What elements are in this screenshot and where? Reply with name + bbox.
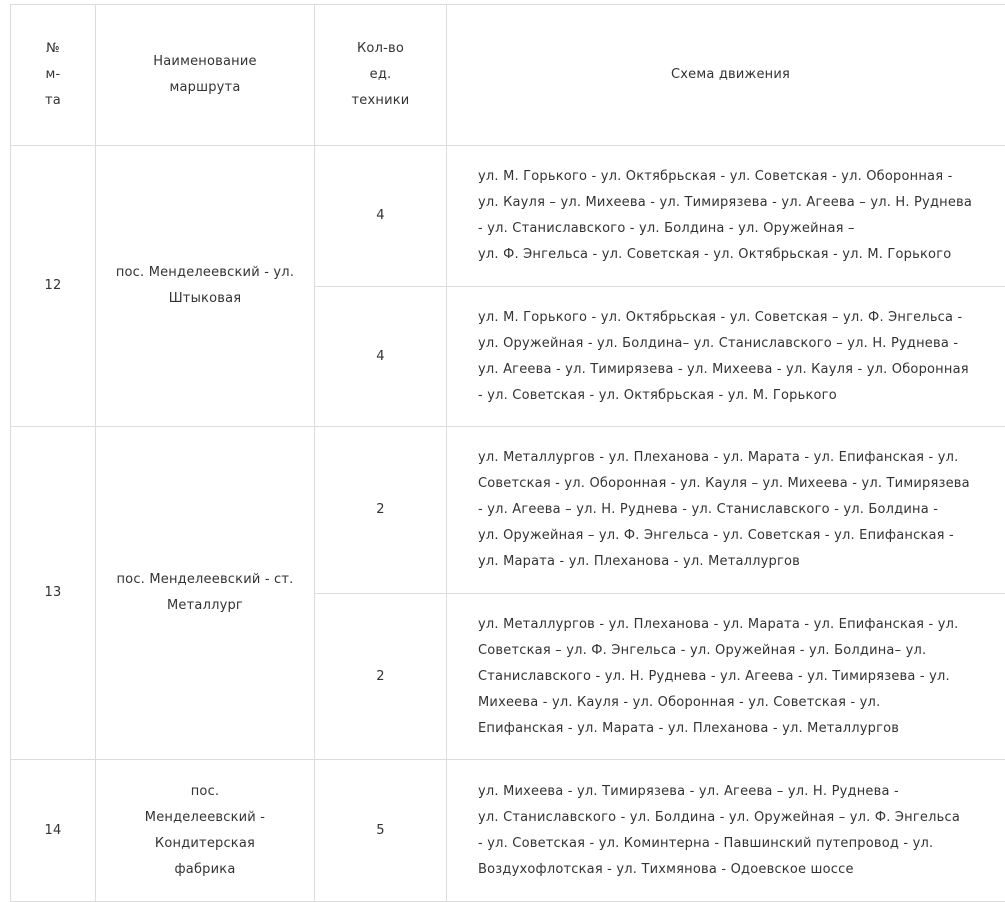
route-name: пос. Менделеевский - ул. Штыковая: [115, 260, 295, 312]
header-route-name: [96, 5, 315, 146]
header-route-scheme-text: Схема движения: [671, 67, 790, 82]
table-row: [11, 760, 1005, 902]
route-name: пос. Менделеевский - ст. Металлург: [115, 567, 295, 619]
scheme-line: - ул. Агеева – ул. Н. Руднева - ул. Станиславского - ул. Болдина -: [478, 497, 1005, 523]
route-number: 13: [45, 585, 62, 600]
header-route-number-text: № м-та: [43, 36, 63, 114]
route-scheme-cell: [447, 287, 1005, 427]
routes-table: [10, 4, 1005, 902]
route-name-cell: [96, 146, 315, 427]
vehicle-count-cell: [315, 287, 447, 427]
table-row: [11, 427, 1005, 594]
header-route-scheme: [447, 5, 1005, 146]
header-route-name-text: Наименование маршрута: [140, 49, 270, 101]
scheme-line: Михеева - ул. Кауля - ул. Оборонная - ул. Советская - ул.: [478, 690, 1005, 716]
scheme-line: Воздухофлотская - ул. Тихмянова - Одоевское шоссе: [478, 857, 1005, 883]
vehicle-count: 2: [376, 502, 384, 517]
scheme-line: ул. Станиславского - ул. Болдина - ул. Оружейная – ул. Ф. Энгельса: [478, 805, 1005, 831]
scheme-line: ул. Михеева - ул. Тимирязева - ул. Агеева – ул. Н. Руднева -: [478, 779, 1005, 805]
route-number-cell: [11, 760, 96, 902]
header-row: [11, 5, 1005, 146]
scheme-line: ул. М. Горького - ул. Октябрьская - ул. Советская – ул. Ф. Энгельса -: [478, 305, 1005, 331]
header-route-number: [11, 5, 96, 146]
scheme-line: ул. Металлургов - ул. Плеханова - ул. Марата - ул. Епифанская - ул.: [478, 612, 1005, 638]
route-scheme-cell: [447, 146, 1005, 287]
route-name: пос. Менделеевский - Кондитерская фабрика: [135, 779, 275, 883]
route-name-cell: [96, 760, 315, 902]
scheme-line: - ул. Советская - ул. Октябрьская - ул. М. Горького: [478, 383, 1005, 409]
header-vehicle-count-text: Кол-во ед. техники: [346, 36, 416, 114]
vehicle-count: 4: [376, 349, 384, 364]
scheme-line: ул. Оружейная - ул. Болдина– ул. Станиславского – ул. Н. Руднева -: [478, 331, 1005, 357]
scheme-line: Станиславского - ул. Н. Руднева - ул. Агеева - ул. Тимирязева - ул.: [478, 664, 1005, 690]
route-scheme-cell: [447, 760, 1005, 902]
table-row: [11, 146, 1005, 287]
scheme-line: - ул. Советская - ул. Коминтерна - Павшинский путепровод - ул.: [478, 831, 1005, 857]
route-name-cell: [96, 427, 315, 760]
vehicle-count: 2: [376, 669, 384, 684]
scheme-line: ул. Ф. Энгельса - ул. Советская - ул. Октябрьская - ул. М. Горького: [478, 242, 1005, 268]
vehicle-count-cell: [315, 146, 447, 287]
header-vehicle-count: [315, 5, 447, 146]
route-number-cell: [11, 146, 96, 427]
vehicle-count: 5: [376, 823, 384, 838]
vehicle-count: 4: [376, 208, 384, 223]
scheme-line: - ул. Станиславского - ул. Болдина - ул. Оружейная –: [478, 216, 1005, 242]
route-number: 12: [45, 278, 62, 293]
scheme-line: ул. Кауля – ул. Михеева - ул. Тимирязева - ул. Агеева – ул. Н. Руднева: [478, 190, 1005, 216]
scheme-line: Советская - ул. Оборонная - ул. Кауля – ул. Михеева - ул. Тимирязева: [478, 471, 1005, 497]
vehicle-count-cell: [315, 760, 447, 902]
scheme-line: Советская – ул. Ф. Энгельса - ул. Оружейная - ул. Болдина– ул.: [478, 638, 1005, 664]
route-number-cell: [11, 427, 96, 760]
route-scheme-cell: [447, 594, 1005, 760]
scheme-line: ул. Марата - ул. Плеханова - ул. Металлургов: [478, 549, 1005, 575]
route-number: 14: [45, 823, 62, 838]
scheme-line: ул. М. Горького - ул. Октябрьская - ул. Советская - ул. Оборонная -: [478, 164, 1005, 190]
scheme-line: ул. Оружейная – ул. Ф. Энгельса - ул. Советская - ул. Епифанская -: [478, 523, 1005, 549]
scheme-line: ул. Металлургов - ул. Плеханова - ул. Марата - ул. Епифанская - ул.: [478, 445, 1005, 471]
scheme-line: ул. Агеева - ул. Тимирязева - ул. Михеева - ул. Кауля - ул. Оборонная: [478, 357, 1005, 383]
route-scheme-cell: [447, 427, 1005, 594]
vehicle-count-cell: [315, 427, 447, 594]
vehicle-count-cell: [315, 594, 447, 760]
scheme-line: Епифанская - ул. Марата - ул. Плеханова - ул. Металлургов: [478, 716, 1005, 742]
